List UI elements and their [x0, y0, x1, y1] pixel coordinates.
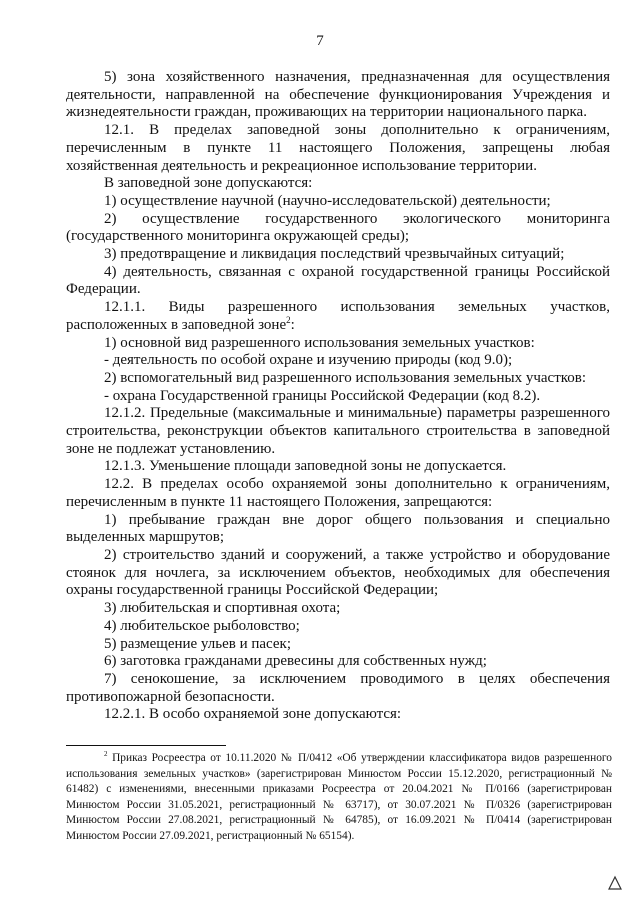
footnote-text: Приказ Росреестра от 10.11.2020 № П/0412 «Об утверждении классификатора видов разрешенного использования земельных участков» (зарегистрирован Минюстом России 15.12.2020, регистрационный № 61482) с изменениями, внесенными приказами Росреестра от 20.04.2021 № П/0166 (зарегистрирован Минюстом России 31.05.2021, регистрационный № 63717), от 30.07.2021 № П/0326 (зарегистрирован Минюстом России 27.08.2021, регистрационный № 64785), от 16.09.2021 № П/0414 (зарегистрирован Минюстом России 27.09.2021, регистрационный № 65154).: [66, 752, 612, 842]
prohibited-item-7: 7) сенокошение, за исключением проводимого в целях обеспечения противопожарной безопасности.: [66, 670, 610, 705]
scan-corner-mark-icon: [606, 874, 624, 892]
paragraph-12-1: 12.1. В пределах заповедной зоны дополнительно к ограничениям, перечисленным в пункте 11 настоящего Положения, запрещены любая хозяйственная деятельность и рекреационное использование территории.: [66, 122, 610, 174]
prohibited-item-5: 5) размещение ульев и пасек;: [104, 635, 292, 652]
footnote-separator: [66, 745, 226, 746]
list-item-3: 3) предотвращение и ликвидация последствий чрезвычайных ситуаций;: [104, 246, 565, 263]
prohibited-item-2: 2) строительство зданий и сооружений, а также устройство и оборудование стоянок для ночлега, за исключением объектов, необходимых для обеспечения охраны государственной границы Российской Федерации;: [66, 546, 610, 599]
paragraph-allowed-heading: В заповедной зоне допускаются:: [104, 175, 313, 192]
footnote: [66, 751, 612, 844]
page-number: 7: [316, 33, 324, 49]
paragraph-12-1-1: [66, 299, 610, 334]
document-body: [66, 69, 610, 724]
paragraph-12-1-1-tail: :: [290, 316, 295, 333]
paragraph-12-2-1: 12.2.1. В особо охраняемой зоне допускаются:: [104, 706, 402, 723]
paragraph-12-1-3: 12.1.3. Уменьшение площади заповедной зоны не допускается.: [104, 458, 507, 475]
prohibited-item-3: 3) любительская и спортивная охота;: [104, 600, 341, 617]
footnote-marker: 2: [104, 750, 108, 759]
prohibited-item-1: 1) пребывание граждан вне дорог общего пользования и специально выделенных маршрутов;: [66, 511, 610, 546]
paragraph-12-2: 12.2. В пределах особо охраняемой зоны дополнительно к ограничениям, перечисленным в пункте 11 настоящего Положения, запрещаются:: [66, 476, 610, 510]
list-item-1: 1) осуществление научной (научно-исследовательской) деятельности;: [104, 192, 551, 209]
footnote-ref[interactable]: 2: [286, 314, 291, 325]
paragraph-12-1-1-text: 12.1.1. Виды разрешенного использования земельных участков, расположенных в заповедной зоне: [66, 299, 610, 333]
list-item-main-use-code: - деятельность по особой охране и изучению природы (код 9.0);: [104, 352, 513, 369]
list-item-main-use: 1) основной вид разрешенного использования земельных участков:: [104, 334, 535, 351]
list-item-aux-use: 2) вспомогательный вид разрешенного использования земельных участков:: [104, 369, 587, 386]
paragraph-12-1-2: 12.1.2. Предельные (максимальные и минимальные) параметры разрешенного строительства, реконструкции объектов капитального строительства в заповедной зоне не подлежат установлению.: [66, 405, 610, 457]
list-item-2: 2) осуществление государственного экологического мониторинга (государственного мониторинга окружающей среды);: [66, 210, 610, 245]
prohibited-item-4: 4) любительское рыболовство;: [104, 617, 300, 634]
list-item-4: 4) деятельность, связанная с охраной государственной границы Российской Федерации.: [66, 263, 610, 298]
prohibited-item-6: 6) заготовка гражданами древесины для собственных нужд;: [104, 653, 487, 670]
list-item-aux-use-code: - охрана Государственной границы Российской Федерации (код 8.2).: [104, 387, 541, 404]
paragraph-zone-5: 5) зона хозяйственного назначения, предназначенная для осуществления деятельности, направленной на обеспечение функционирования Учреждения и жизнедеятельности граждан, проживающих на территории национального парка.: [66, 69, 610, 121]
